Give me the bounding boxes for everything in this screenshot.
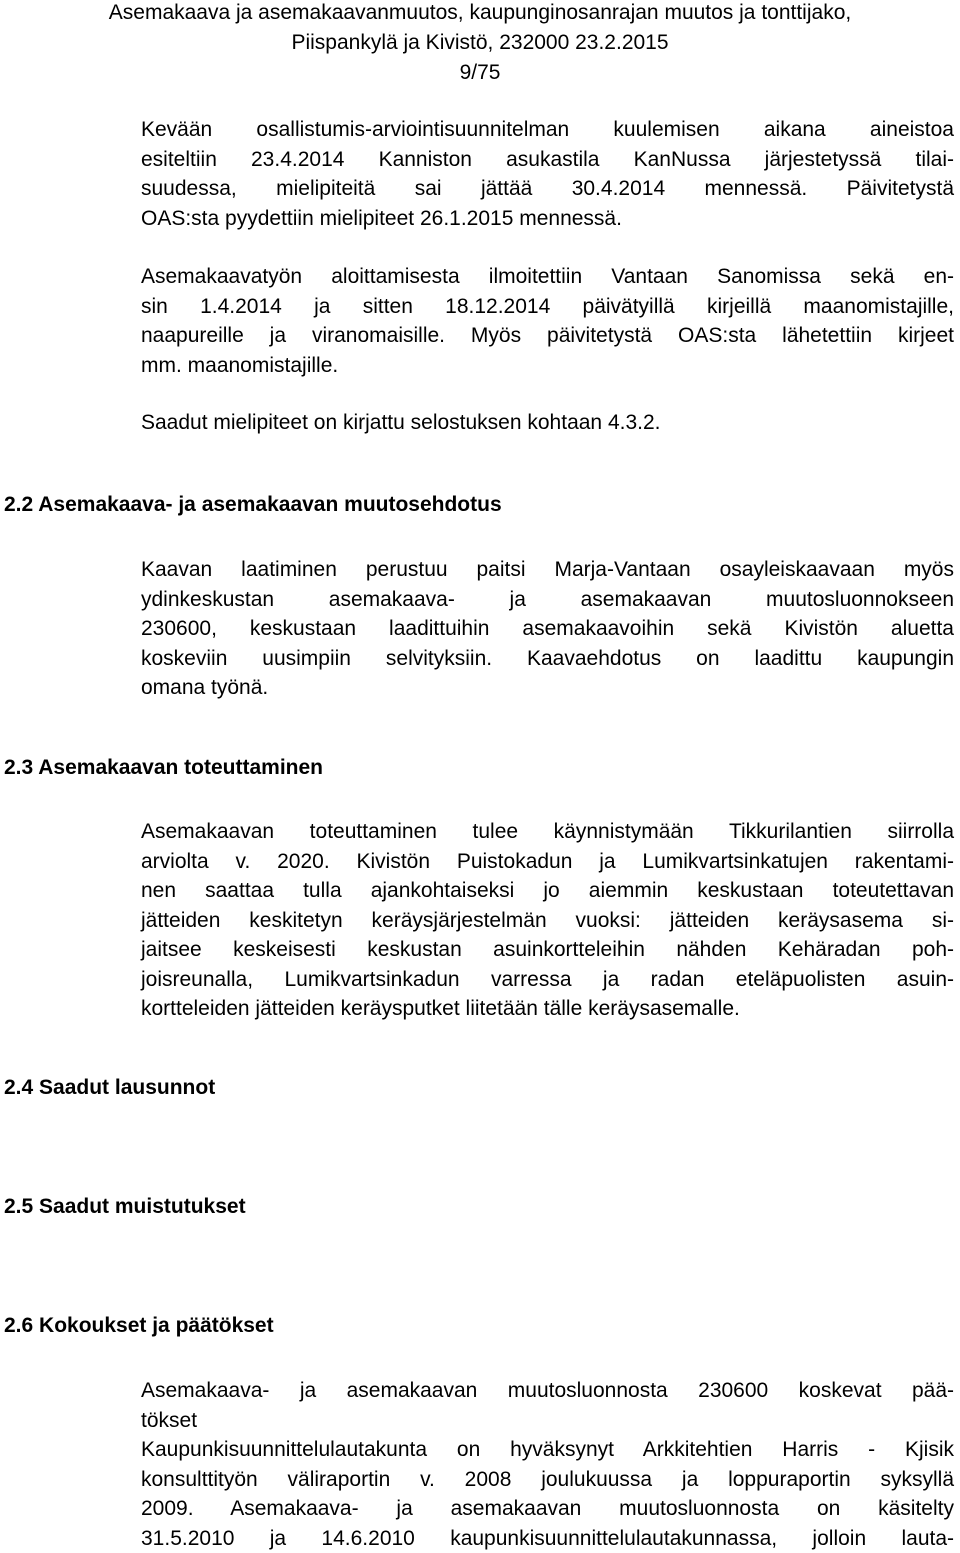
- text-line: kortteleiden jätteiden keräysputket liitetään tälle keräysasemalle.: [141, 997, 740, 1020]
- text-line: arviolta v. 2020. Kivistön Puistokadun ja Lumikvartsinkatujen rakentami-: [141, 849, 954, 873]
- text-line: tökset: [141, 1408, 198, 1432]
- section-heading-2-5: 2.5 Saadut muistutukset: [4, 1195, 246, 1218]
- text-line: suudessa, mielipiteitä sai jättää 30.4.2014 mennessä. Päivitetystä: [141, 177, 954, 200]
- intro-paragraph-2: [141, 262, 954, 380]
- text-line: joisreunalla, Lumikvartsinkadun varressa ja radan eteläpuolisten asuin-: [141, 967, 954, 991]
- section-2-2-body: [141, 555, 954, 703]
- text-line: OAS:sta pyydettiin mielipiteet 26.1.2015 mennessä.: [141, 206, 622, 230]
- text-line: jaitsee keskeisesti keskustan asuinkortteleihin nähden Kehäradan poh-: [141, 938, 954, 961]
- section-2-6-paragraph-2: [141, 1435, 954, 1553]
- text-line: Saadut mielipiteet on kirjattu selostuksen kohtaan 4.3.2.: [141, 411, 661, 434]
- header-title-line2: Piispankylä ja Kivistö, 232000 23.2.2015: [291, 31, 669, 54]
- page-header: [0, 0, 960, 88]
- text-line: Asemakaavatyön aloittamisesta ilmoitettiin Vantaan Sanomissa sekä en-: [141, 265, 954, 288]
- text-line: ydinkeskustan asemakaava- ja asemakaavan muutosluonnokseen: [141, 587, 954, 611]
- section-2-6-paragraph-1: [141, 1376, 954, 1435]
- section-heading-2-3: 2.3 Asemakaavan toteuttaminen: [4, 756, 324, 779]
- page-number: 9/75: [459, 61, 501, 84]
- intro-paragraph-1: [141, 115, 954, 233]
- text-line: 230600, keskustaan laadittuihin asemakaavoihin sekä Kivistön aluetta: [141, 617, 954, 640]
- section-heading-2-4: 2.4 Saadut lausunnot: [4, 1076, 216, 1099]
- text-line: Kaavan laatiminen perustuu paitsi Marja-Vantaan osayleiskaavaan myös: [141, 558, 954, 581]
- text-line: Asemakaava- ja asemakaavan muutosluonnosta 230600 koskevat pää-: [141, 1379, 954, 1402]
- text-line: Kevään osallistumis-arviointisuunnitelman kuulemisen aikana aineistoa: [141, 118, 954, 141]
- text-line: sin 1.4.2014 ja sitten 18.12.2014 päivätyillä kirjeillä maanomistajille,: [141, 294, 954, 318]
- intro-paragraph-3: [141, 408, 954, 438]
- text-line: omana työnä.: [141, 676, 269, 699]
- header-title-line1: Asemakaava ja asemakaavanmuutos, kaupunginosanrajan muutos ja tonttijako,: [108, 1, 852, 24]
- text-line: Asemakaavan toteuttaminen tulee käynnistymään Tikkurilantien siirrolla: [141, 820, 954, 843]
- text-line: 2009. Asemakaava- ja asemakaavan muutosluonnosta on käsitelty: [141, 1497, 954, 1520]
- section-heading-2-2: 2.2 Asemakaava- ja asemakaavan muutosehdotus: [4, 493, 502, 516]
- text-line: nen saattaa tulla ajankohtaiseksi jo aiemmin keskustaan toteutettavan: [141, 879, 954, 902]
- section-heading-2-6: 2.6 Kokoukset ja päätökset: [4, 1314, 274, 1337]
- text-line: Kaupunkisuunnittelulautakunta on hyväksynyt Arkkitehtien Harris - Kjisik: [141, 1438, 954, 1461]
- text-line: konsulttityön väliraportin v. 2008 joulukuussa ja loppuraportin syksyllä: [141, 1467, 954, 1491]
- text-line: 31.5.2010 ja 14.6.2010 kaupunkisuunnittelulautakunnassa, jolloin lauta-: [141, 1526, 954, 1550]
- text-line: jätteiden keskitetyn keräysjärjestelmän vuoksi: jätteiden keräysasema si-: [141, 908, 954, 932]
- text-line: esiteltiin 23.4.2014 Kanniston asukastila KanNussa järjestetyssä tilai-: [141, 147, 954, 171]
- text-line: koskeviin uusimpiin selvityksiin. Kaavaehdotus on laadittu kaupungin: [141, 646, 954, 670]
- text-line: naapureille ja viranomaisille. Myös päivitetystä OAS:sta lähetettiin kirjeet: [141, 324, 954, 347]
- section-2-3-body: [141, 817, 954, 1024]
- text-line: mm. maanomistajille.: [141, 353, 339, 377]
